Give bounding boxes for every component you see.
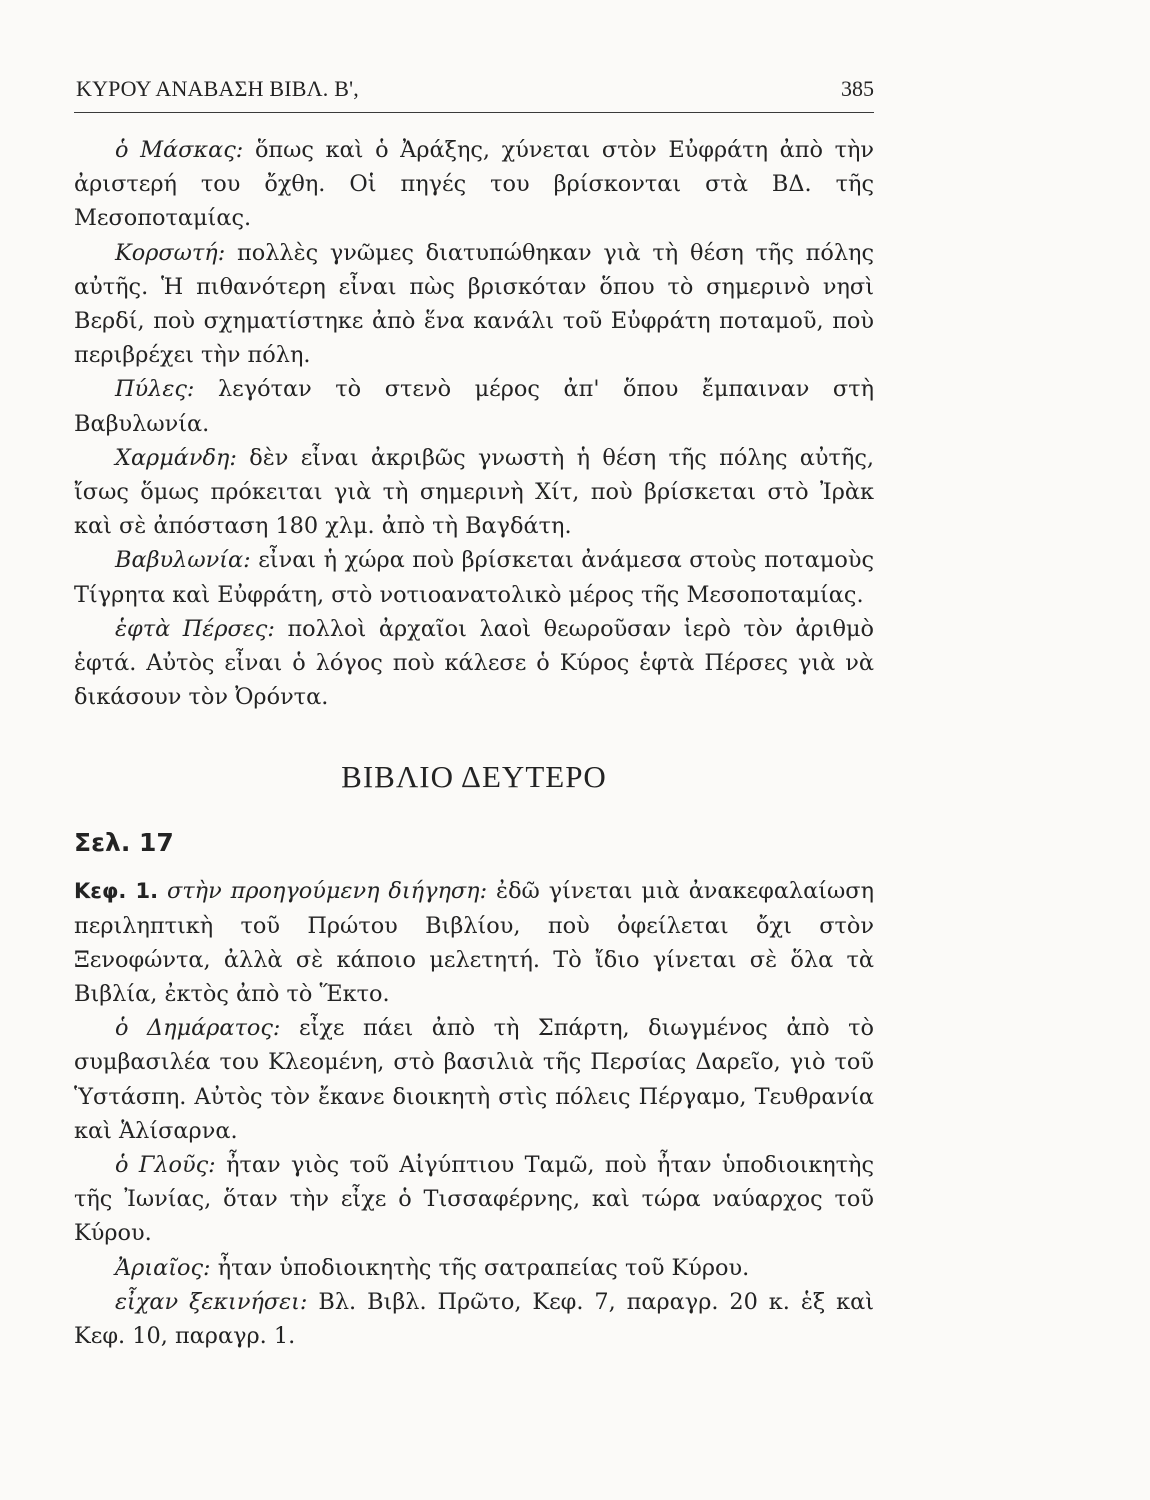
note-text: πολλὲς γνῶμες διατυπώθηκαν γιὰ τὴ θέση τῆς πόλης αὐτῆς. Ἡ πιθανότερη εἶναι πὼς βρισκόταν ὅπου τὸ σημερινὸ νησὶ Βερδί, ποὺ σχηματίστηκε ἀπὸ ἕνα κανάλι τοῦ Εὐφράτη ποταμοῦ, ποὺ περιβρέχει τὴν πόλη. <box>74 239 874 369</box>
note-paragraph <box>74 1251 874 1285</box>
note-paragraph <box>74 236 874 373</box>
book-title: ΒΙΒΛΙΟ ΔΕΥΤΕΡΟ <box>341 759 607 795</box>
note-paragraph <box>74 372 874 440</box>
note-term: στὴν προηγούμενη διήγηση: <box>167 878 488 905</box>
page <box>74 60 874 1353</box>
note-paragraph <box>74 441 874 544</box>
note-paragraph <box>74 133 874 236</box>
note-term: ὁ Δημάρατος: <box>115 1015 281 1042</box>
note-text: ἦταν ὑποδιοικητὴς τῆς σατραπείας τοῦ Κύρου. <box>210 1254 750 1281</box>
note-term: Ἀριαῖος: <box>115 1254 211 1281</box>
note-paragraph <box>74 612 874 715</box>
note-text: ἐδῶ γίνεται μιὰ ἀνακεφαλαίωση περιληπτικὴ τοῦ Πρώτου Βιβλίου, ποὺ ὀφείλεται ὄχι στὸν Ξενοφώντα, ἀλλὰ σὲ κάποιο μελετητή. Τὸ ἴδιο γίνεται σὲ ὅλα τὰ Βιβλία, ἐκτὸς ἀπὸ τὸ Ἕκτο. <box>74 878 874 1008</box>
note-text: δὲν εἶναι ἀκριβῶς γνωστὴ ἡ θέση τῆς πόλης αὐτῆς, ἴσως ὅμως πρόκειται γιὰ τὴ σημερινὴ Χίτ, ποὺ βρίσκεται στὸ Ἰρὰκ καὶ σὲ ἀπόσταση 180 χλμ. ἀπὸ τὴ Βαγδάτη. <box>74 444 874 540</box>
note-term: ὁ Μάσκας: <box>115 137 244 163</box>
chapter-label: Κεφ. 1. <box>74 879 159 904</box>
note-term: ἑφτὰ Πέρσες: <box>115 615 275 642</box>
note-term: Πύλες: <box>115 376 195 403</box>
note-paragraph <box>74 543 874 611</box>
note-term: Βαβυλωνία: <box>115 547 251 574</box>
section-label: Σελ. 17 <box>74 828 174 858</box>
note-text: εἶναι ἡ χώρα ποὺ βρίσκεται ἀνάμεσα στοὺς ποταμοὺς Τίγρητα καὶ Εὐφράτη, στὸ νοτιοανατολικὸ μέρος τῆς Μεσοποταμίας. <box>74 547 874 608</box>
note-text: λεγόταν τὸ στενὸ μέρος ἀπ' ὅπου ἔμπαιναν στὴ Βαβυλωνία. <box>74 376 874 437</box>
note-term: Κορσωτή: <box>115 239 226 266</box>
note-text: ὅπως καὶ ὁ Ἀράξης, χύνεται στὸν Εὐφράτη ἀπὸ τὴν ἀριστερή του ὄχθη. Οἱ πηγές του βρίσκονται στὰ ΒΔ. τῆς Μεσοποταμίας. <box>74 137 874 232</box>
note-paragraph <box>74 1011 874 1148</box>
running-header <box>74 60 874 113</box>
note-paragraph <box>74 1148 874 1251</box>
note-paragraph <box>74 874 874 1011</box>
running-title: ΚΥΡΟΥ ΑΝΑΒΑΣΗ ΒΙΒΛ. Β', <box>76 76 359 101</box>
note-text: εἶχε πάει ἀπὸ τὴ Σπάρτη, διωγμένος ἀπὸ τὸ συμβασιλέα του Κλεομένη, στὸ βασιλιὰ τῆς Περσίας Δαρεῖο, γιὸ τοῦ Ὑστάσπη. Αὐτὸς τὸν ἔκανε διοικητὴ στὶς πόλεις Πέργαμο, Τευθρανία καὶ Ἁλίσαρνα. <box>74 1015 875 1144</box>
note-text: πολλοὶ ἀρχαῖοι λαοὶ θεωροῦσαν ἱερὸ τὸν ἀριθμὸ ἑφτά. Αὐτὸς εἶναι ὁ λόγος ποὺ κάλεσε ὁ Κύρος ἑφτὰ Πέρσες γιὰ νὰ δικάσουν τὸν Ὀρόντα. <box>74 615 874 711</box>
note-term: Χαρμάνδη: <box>115 444 237 471</box>
notes-body <box>74 133 874 1353</box>
note-text: ἦταν γιὸς τοῦ Αἰγύπτιου Ταμῶ, ποὺ ἦταν ὑποδιοικητὴς τῆς Ἰωνίας, ὅταν τὴν εἶχε ὁ Τισσαφέρνης, καὶ τώρα ναύαρχος τοῦ Κύρου. <box>74 1152 875 1247</box>
note-term: ὁ Γλοῦς: <box>115 1152 216 1179</box>
page-number: 385 <box>841 76 874 101</box>
note-term: εἶχαν ξεκινήσει: <box>115 1288 308 1315</box>
note-text: Βλ. Βιβλ. Πρῶτο, Κεφ. 7, παραγρ. 20 κ. ἑξ καὶ Κεφ. 10, παραγρ. 1. <box>74 1288 875 1350</box>
note-paragraph <box>74 1285 874 1353</box>
